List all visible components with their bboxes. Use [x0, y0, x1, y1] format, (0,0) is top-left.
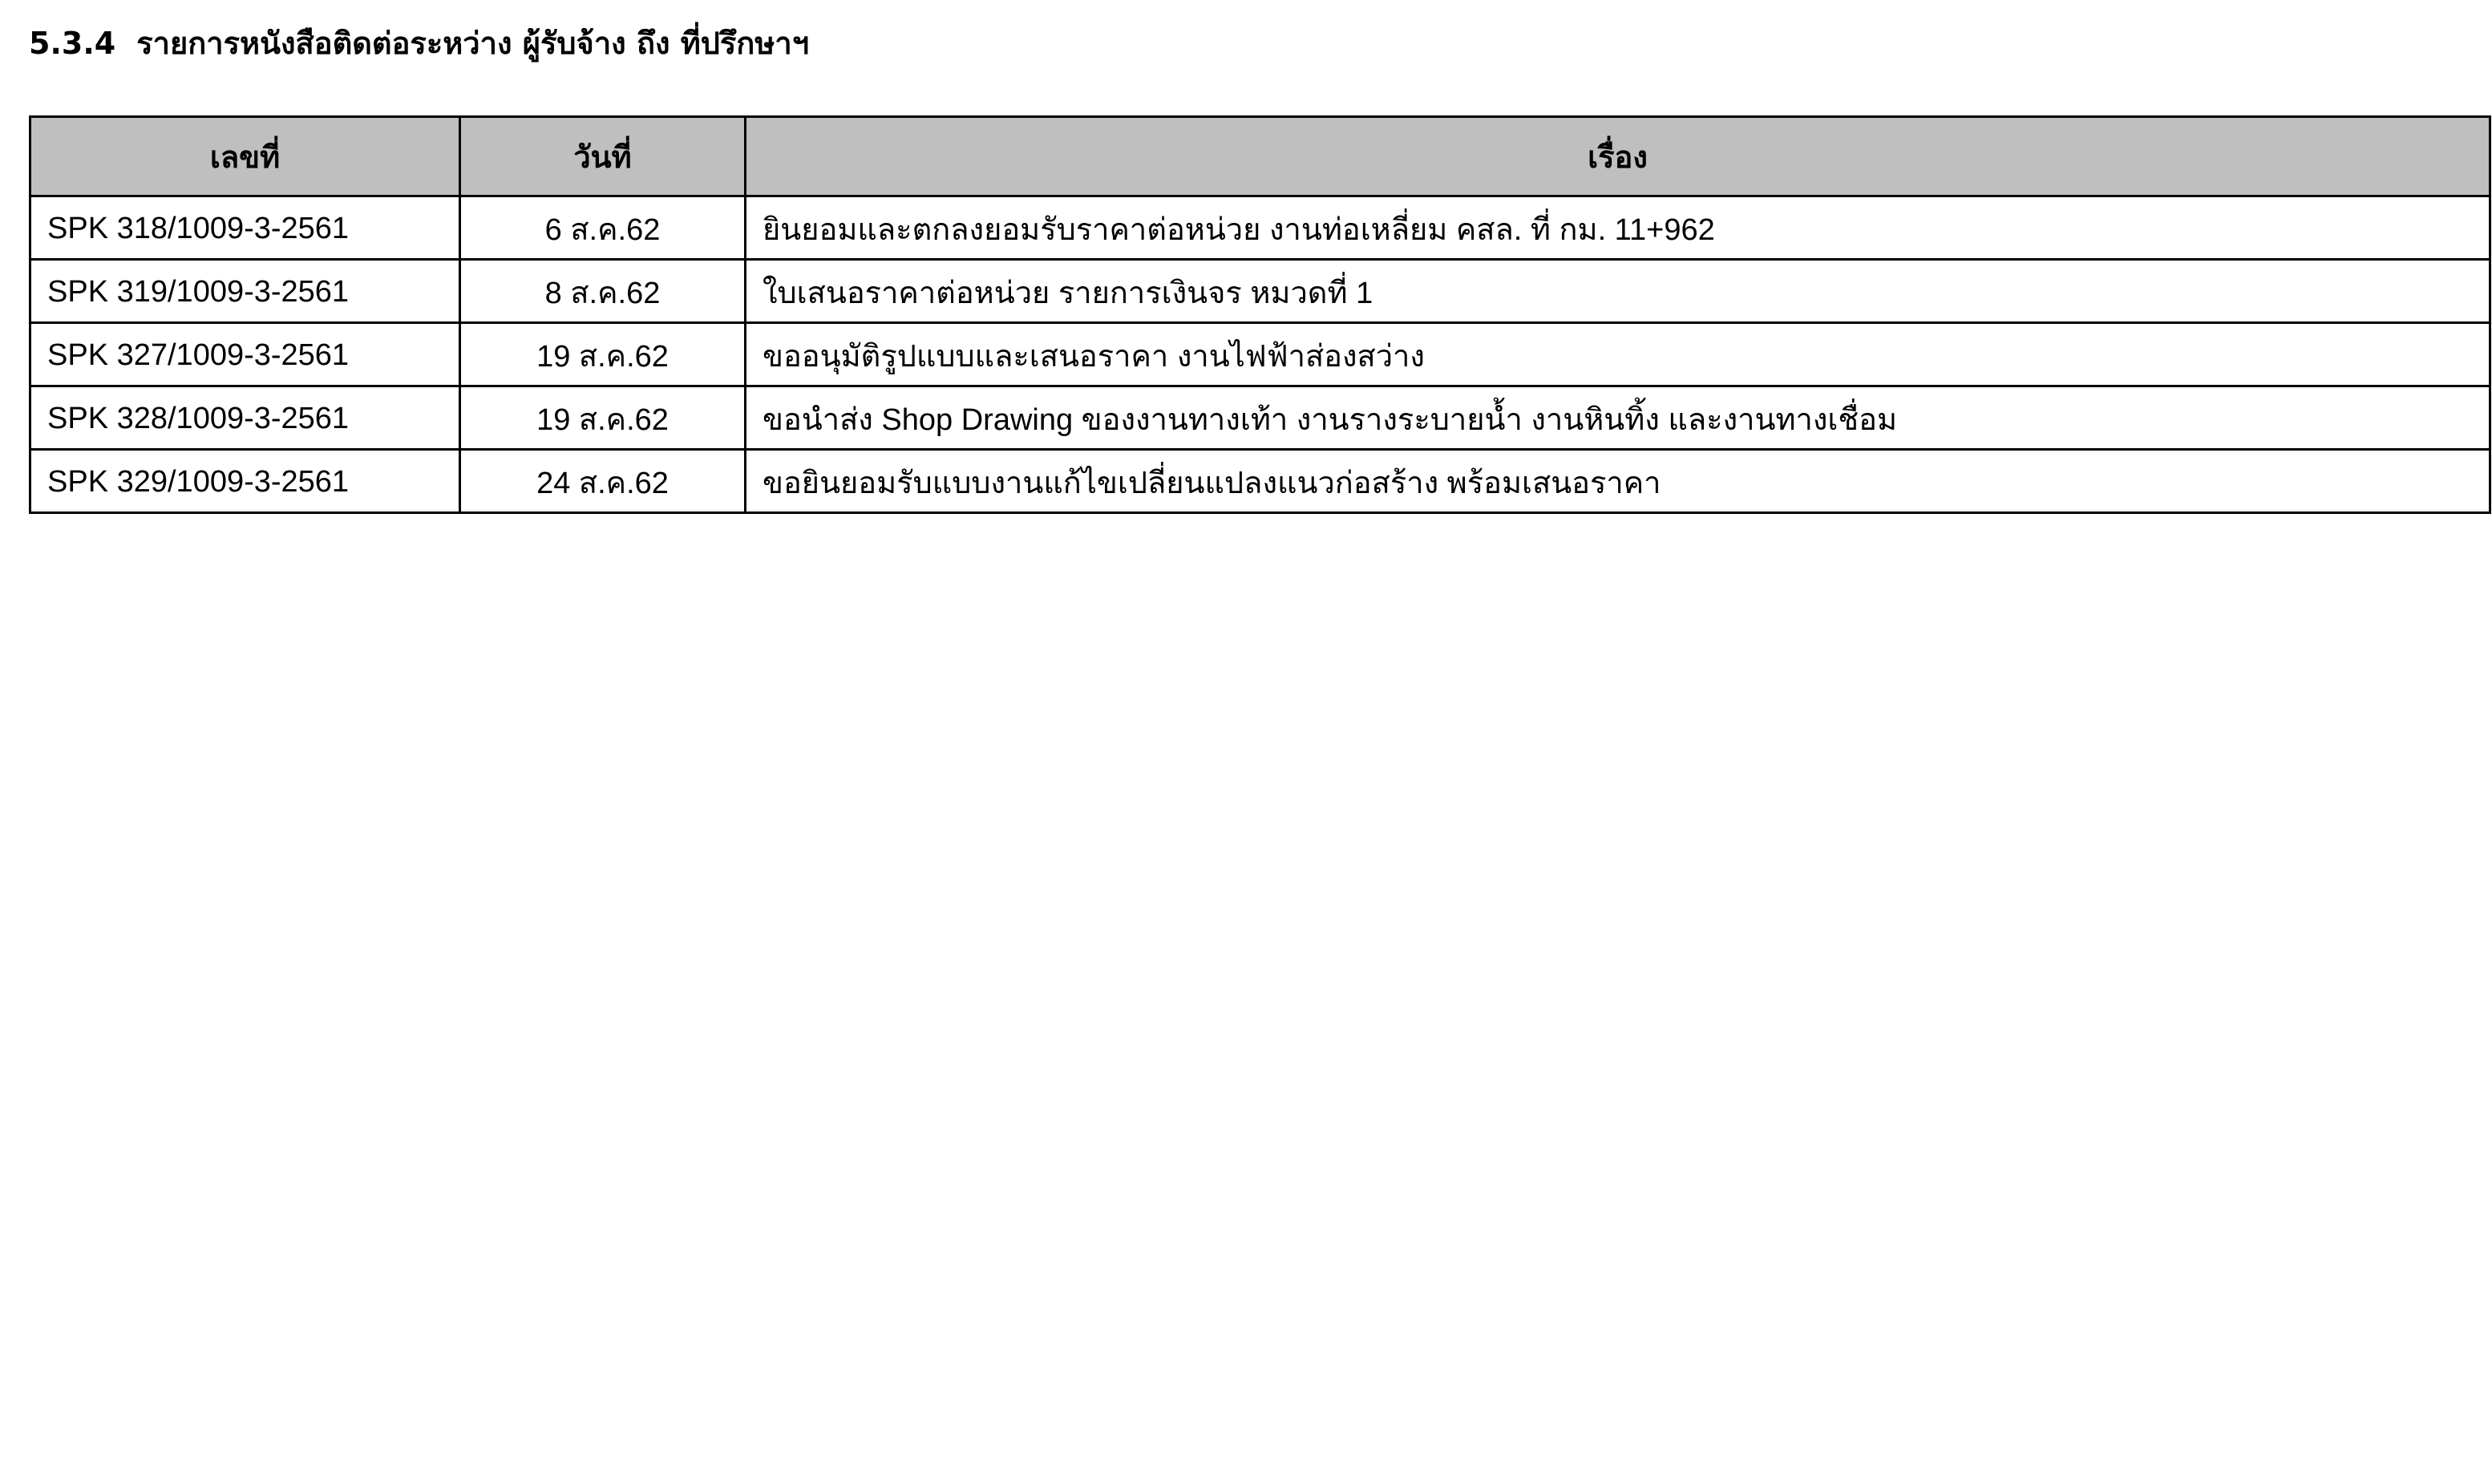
table-row: [30, 260, 2490, 323]
header-subject: เรื่อง: [746, 117, 2490, 196]
letter-number: SPK 327/1009-3-2561: [30, 323, 460, 386]
header-date: วันที่: [460, 117, 746, 196]
letter-subject: ใบเสนอราคาต่อหน่วย รายการเงินจร หมวดที่ 1: [746, 260, 2490, 323]
letter-date: 19 ส.ค.62: [460, 386, 746, 450]
letter-date: 8 ส.ค.62: [460, 260, 746, 323]
table-header-row: [30, 117, 2490, 196]
letter-subject: ขอยินยอมรับแบบงานแก้ไขเปลี่ยนแปลงแนวก่อสร้าง พร้อมเสนอราคา: [746, 450, 2490, 513]
section-heading: [29, 19, 809, 67]
table-row: [30, 386, 2490, 450]
letter-number: SPK 319/1009-3-2561: [30, 260, 460, 323]
letter-date: 6 ส.ค.62: [460, 196, 746, 260]
letter-number: SPK 329/1009-3-2561: [30, 450, 460, 513]
letter-subject: ขอนำส่ง Shop Drawing ของงานทางเท้า งานรางระบายน้ำ งานหินทิ้ง และงานทางเชื่อม: [746, 386, 2490, 450]
section-number: 5.3.4: [29, 26, 116, 61]
letter-subject: ยินยอมและตกลงยอมรับราคาต่อหน่วย งานท่อเหลี่ยม คสล. ที่ กม. 11+962: [746, 196, 2490, 260]
section-title: รายการหนังสือติดต่อระหว่าง ผู้รับจ้าง ถึง ที่ปรึกษาฯ: [136, 26, 810, 61]
letter-number: SPK 328/1009-3-2561: [30, 386, 460, 450]
letter-date: 24 ส.ค.62: [460, 450, 746, 513]
table-row: [30, 323, 2490, 386]
header-number: เลขที่: [30, 117, 460, 196]
correspondence-table: [29, 115, 2491, 514]
letter-date: 19 ส.ค.62: [460, 323, 746, 386]
letter-subject: ขออนุมัติรูปแบบและเสนอราคา งานไฟฟ้าส่องสว่าง: [746, 323, 2490, 386]
table-row: [30, 196, 2490, 260]
table-row: [30, 450, 2490, 513]
letter-number: SPK 318/1009-3-2561: [30, 196, 460, 260]
